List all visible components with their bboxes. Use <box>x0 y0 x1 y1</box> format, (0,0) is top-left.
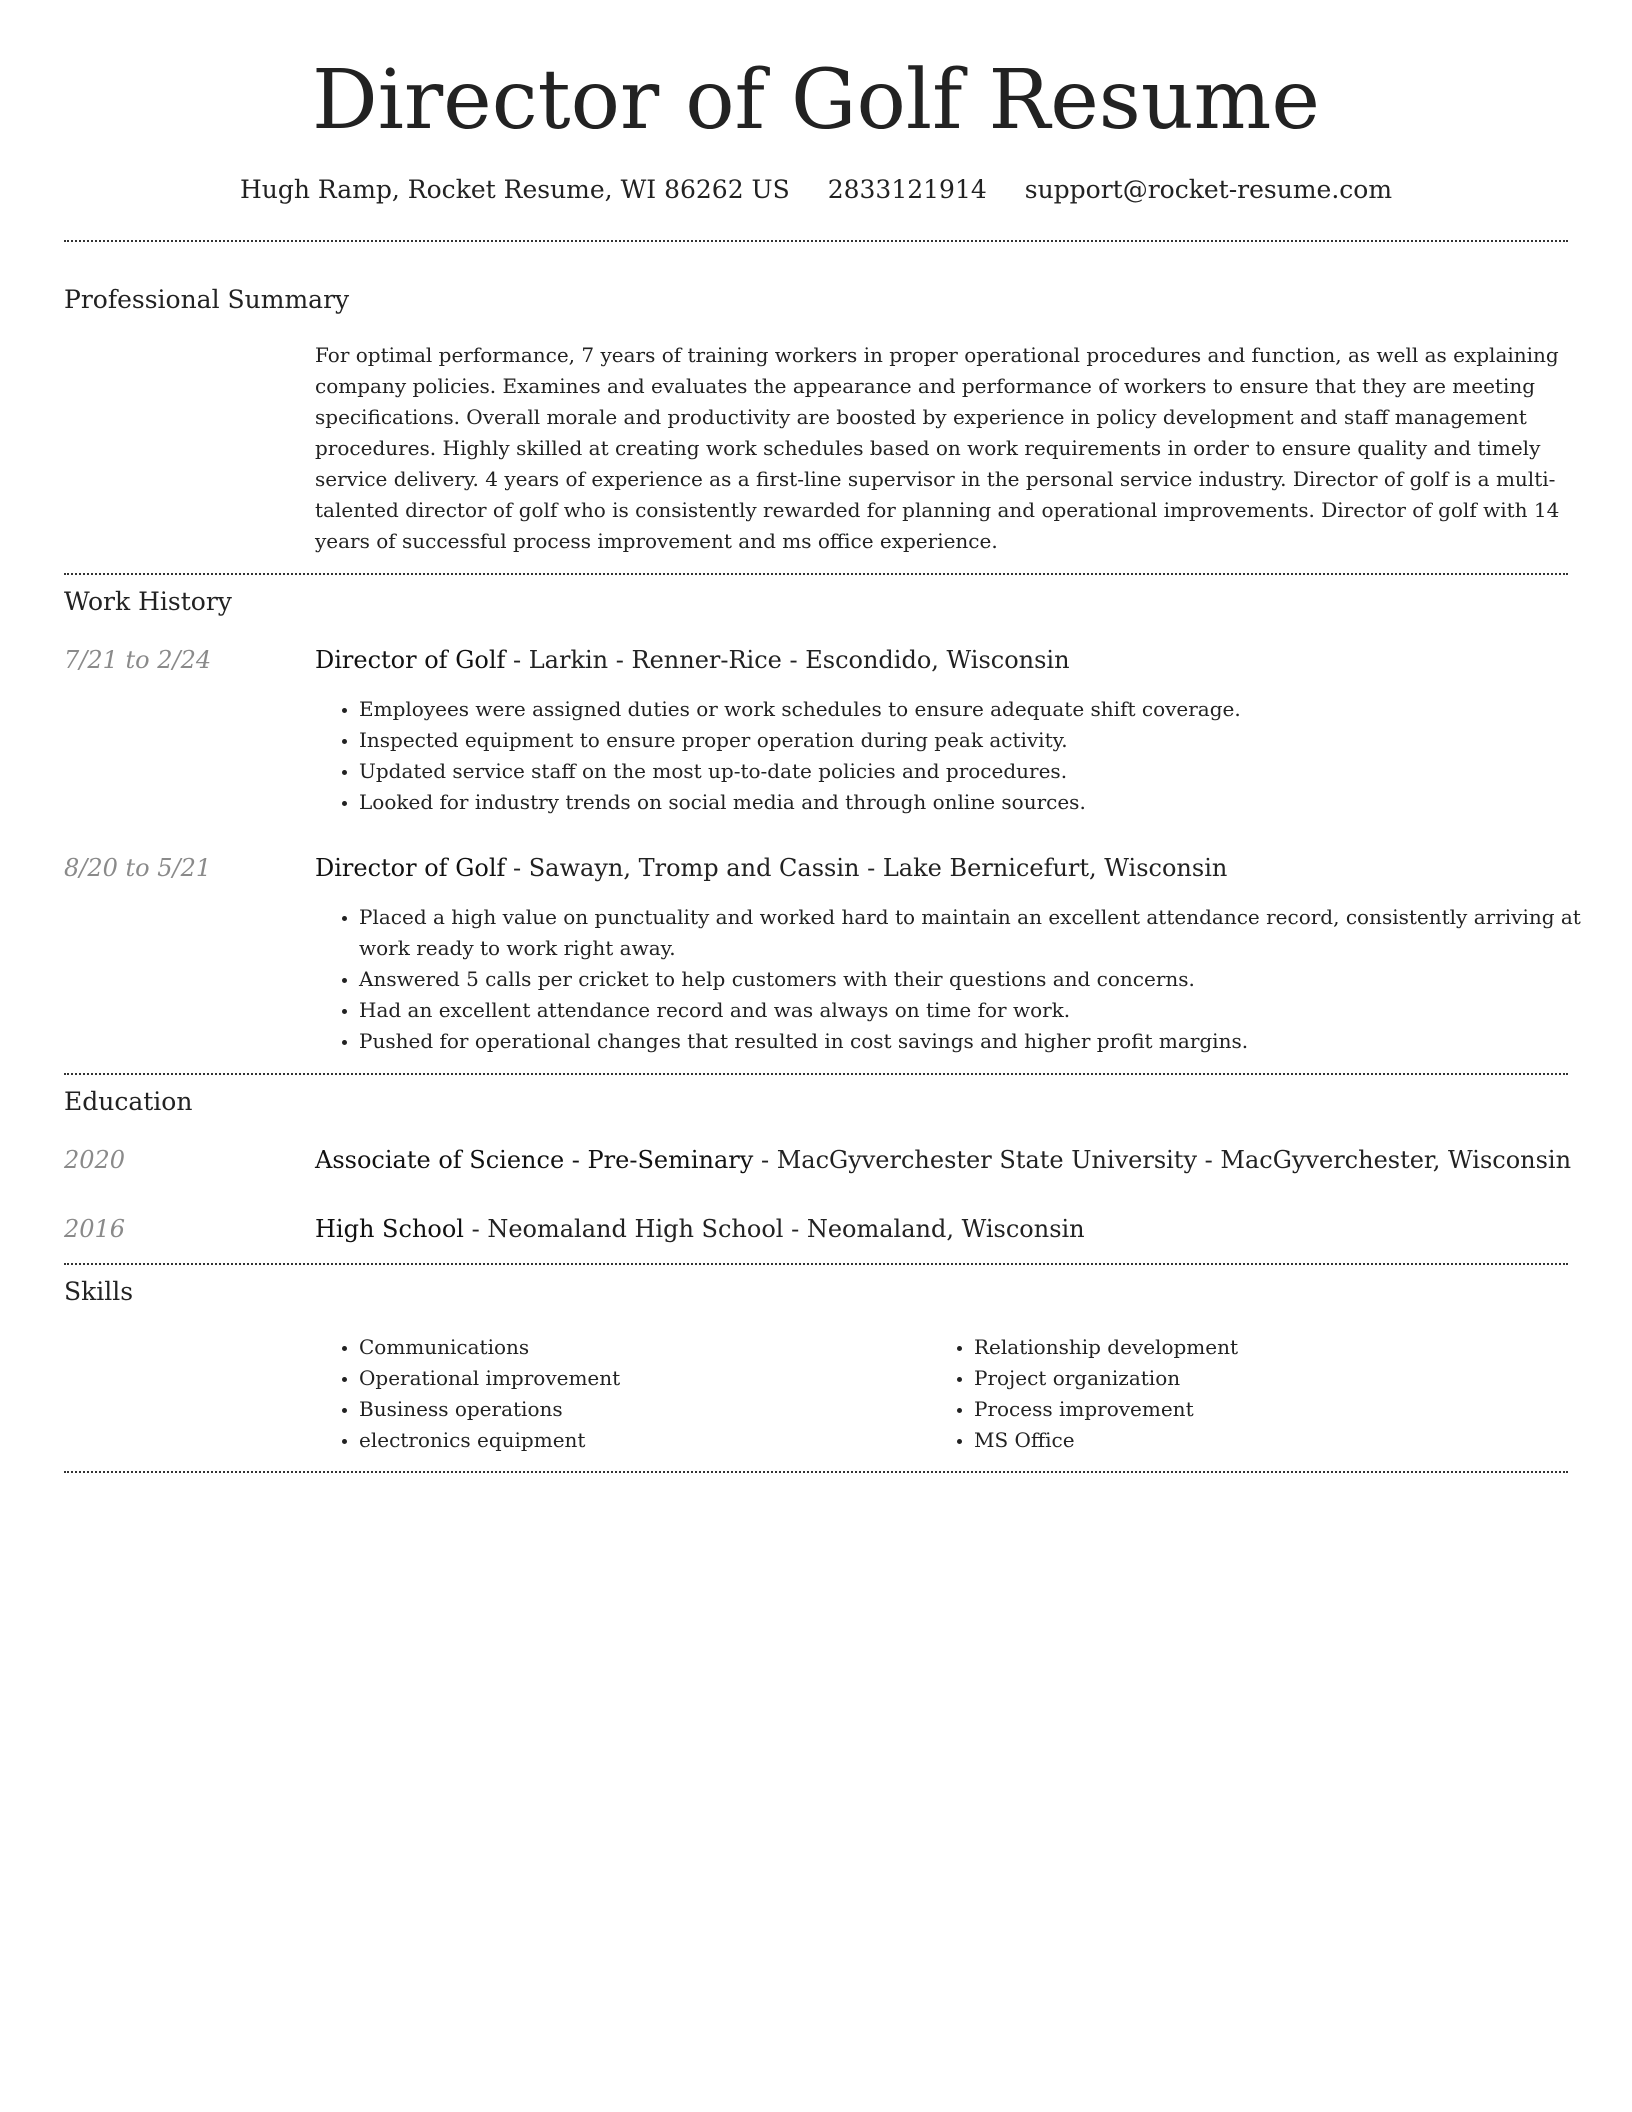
job-title: Director of Golf <box>315 646 506 674</box>
job-details: - Larkin - Renner-Rice - Escondido, Wisconsin <box>505 646 1070 674</box>
education-heading <box>315 1212 1568 1246</box>
section-divider <box>64 1073 1568 1075</box>
section-heading-summary: Professional Summary <box>64 285 350 314</box>
skills-list-right <box>930 1332 1574 1456</box>
list-item: • Relationship development <box>974 1332 1574 1363</box>
education-degree: High School <box>315 1215 464 1243</box>
list-item: • Communications <box>359 1332 959 1363</box>
education-details: - Neomaland High School - Neomaland, Wisconsin <box>463 1215 1085 1243</box>
job-bullet-list <box>315 902 1599 1057</box>
list-item: • MS Office <box>974 1425 1574 1456</box>
education-details: - MacGyverchester State University - MacGyverchester, Wisconsin <box>753 1146 1572 1174</box>
contact-email: support@rocket-resume.com <box>1024 175 1393 204</box>
job-dates: 8/20 to 5/21 <box>64 854 212 882</box>
contact-phone: 2833121914 <box>827 175 987 204</box>
section-divider <box>64 573 1568 575</box>
list-item: • Pushed for operational changes that resulted in cost savings and higher profit margins. <box>359 1026 1599 1057</box>
list-item: • Operational improvement <box>359 1363 959 1394</box>
list-item: • Process improvement <box>974 1394 1574 1425</box>
section-divider <box>64 240 1568 242</box>
job-details: - Sawayn, Tromp and Cassin - Lake Bernicefurt, Wisconsin <box>505 854 1228 882</box>
job-heading <box>315 643 1568 677</box>
education-degree: Associate of Science - Pre-Seminary <box>315 1146 754 1174</box>
list-item: • Placed a high value on punctuality and worked hard to maintain an excellent attendance record, consistently arriving at work ready to work right away. <box>359 902 1599 964</box>
education-heading <box>315 1143 1572 1177</box>
list-item: • Looked for industry trends on social media and through online sources. <box>359 787 1599 818</box>
skills-list-left <box>315 1332 959 1456</box>
education-year: 2016 <box>64 1215 126 1243</box>
list-item: • Employees were assigned duties or work schedules to ensure adequate shift coverage. <box>359 694 1599 725</box>
contact-line <box>64 170 1568 210</box>
resume-title: Director of Golf Resume <box>312 53 1320 148</box>
education-year: 2020 <box>64 1146 126 1174</box>
list-item: • Business operations <box>359 1394 959 1425</box>
list-item: • Inspected equipment to ensure proper operation during peak activity. <box>359 725 1599 756</box>
section-divider <box>64 1471 1568 1473</box>
list-item: • Had an excellent attendance record and was always on time for work. <box>359 995 1599 1026</box>
job-title: Director of Golf <box>315 854 506 882</box>
list-item: • Answered 5 calls per cricket to help customers with their questions and concerns. <box>359 964 1599 995</box>
summary-text: For optimal performance, 7 years of training workers in proper operational procedures and function, as well as explaining company policies. Examines and evaluates the appearance and performance of workers to ensure that they are meeting specifications. Overall morale and productivity are boosted by experience in policy development and staff management procedures. Highly skilled at creating work schedules based on work requirements in order to ensure quality and timely service delivery. 4 years of experience as a first-line supervisor in the personal service industry. Director of golf is a multi-talented director of golf who is consistently rewarded for planning and operational improvements. Director of golf with 14 years of successful process improvement and ms office experience. <box>315 343 1560 553</box>
section-divider <box>64 1263 1568 1265</box>
section-heading-work: Work History <box>64 587 232 616</box>
job-bullet-list <box>315 694 1599 818</box>
job-heading <box>315 851 1568 885</box>
list-item: • Updated service staff on the most up-to-date policies and procedures. <box>359 756 1599 787</box>
list-item: • Project organization <box>974 1363 1574 1394</box>
section-heading-education: Education <box>64 1087 193 1116</box>
contact-address: Hugh Ramp, Rocket Resume, WI 86262 US <box>239 175 790 204</box>
list-item: • electronics equipment <box>359 1425 959 1456</box>
job-dates: 7/21 to 2/24 <box>64 646 212 674</box>
section-heading-skills: Skills <box>64 1277 134 1306</box>
